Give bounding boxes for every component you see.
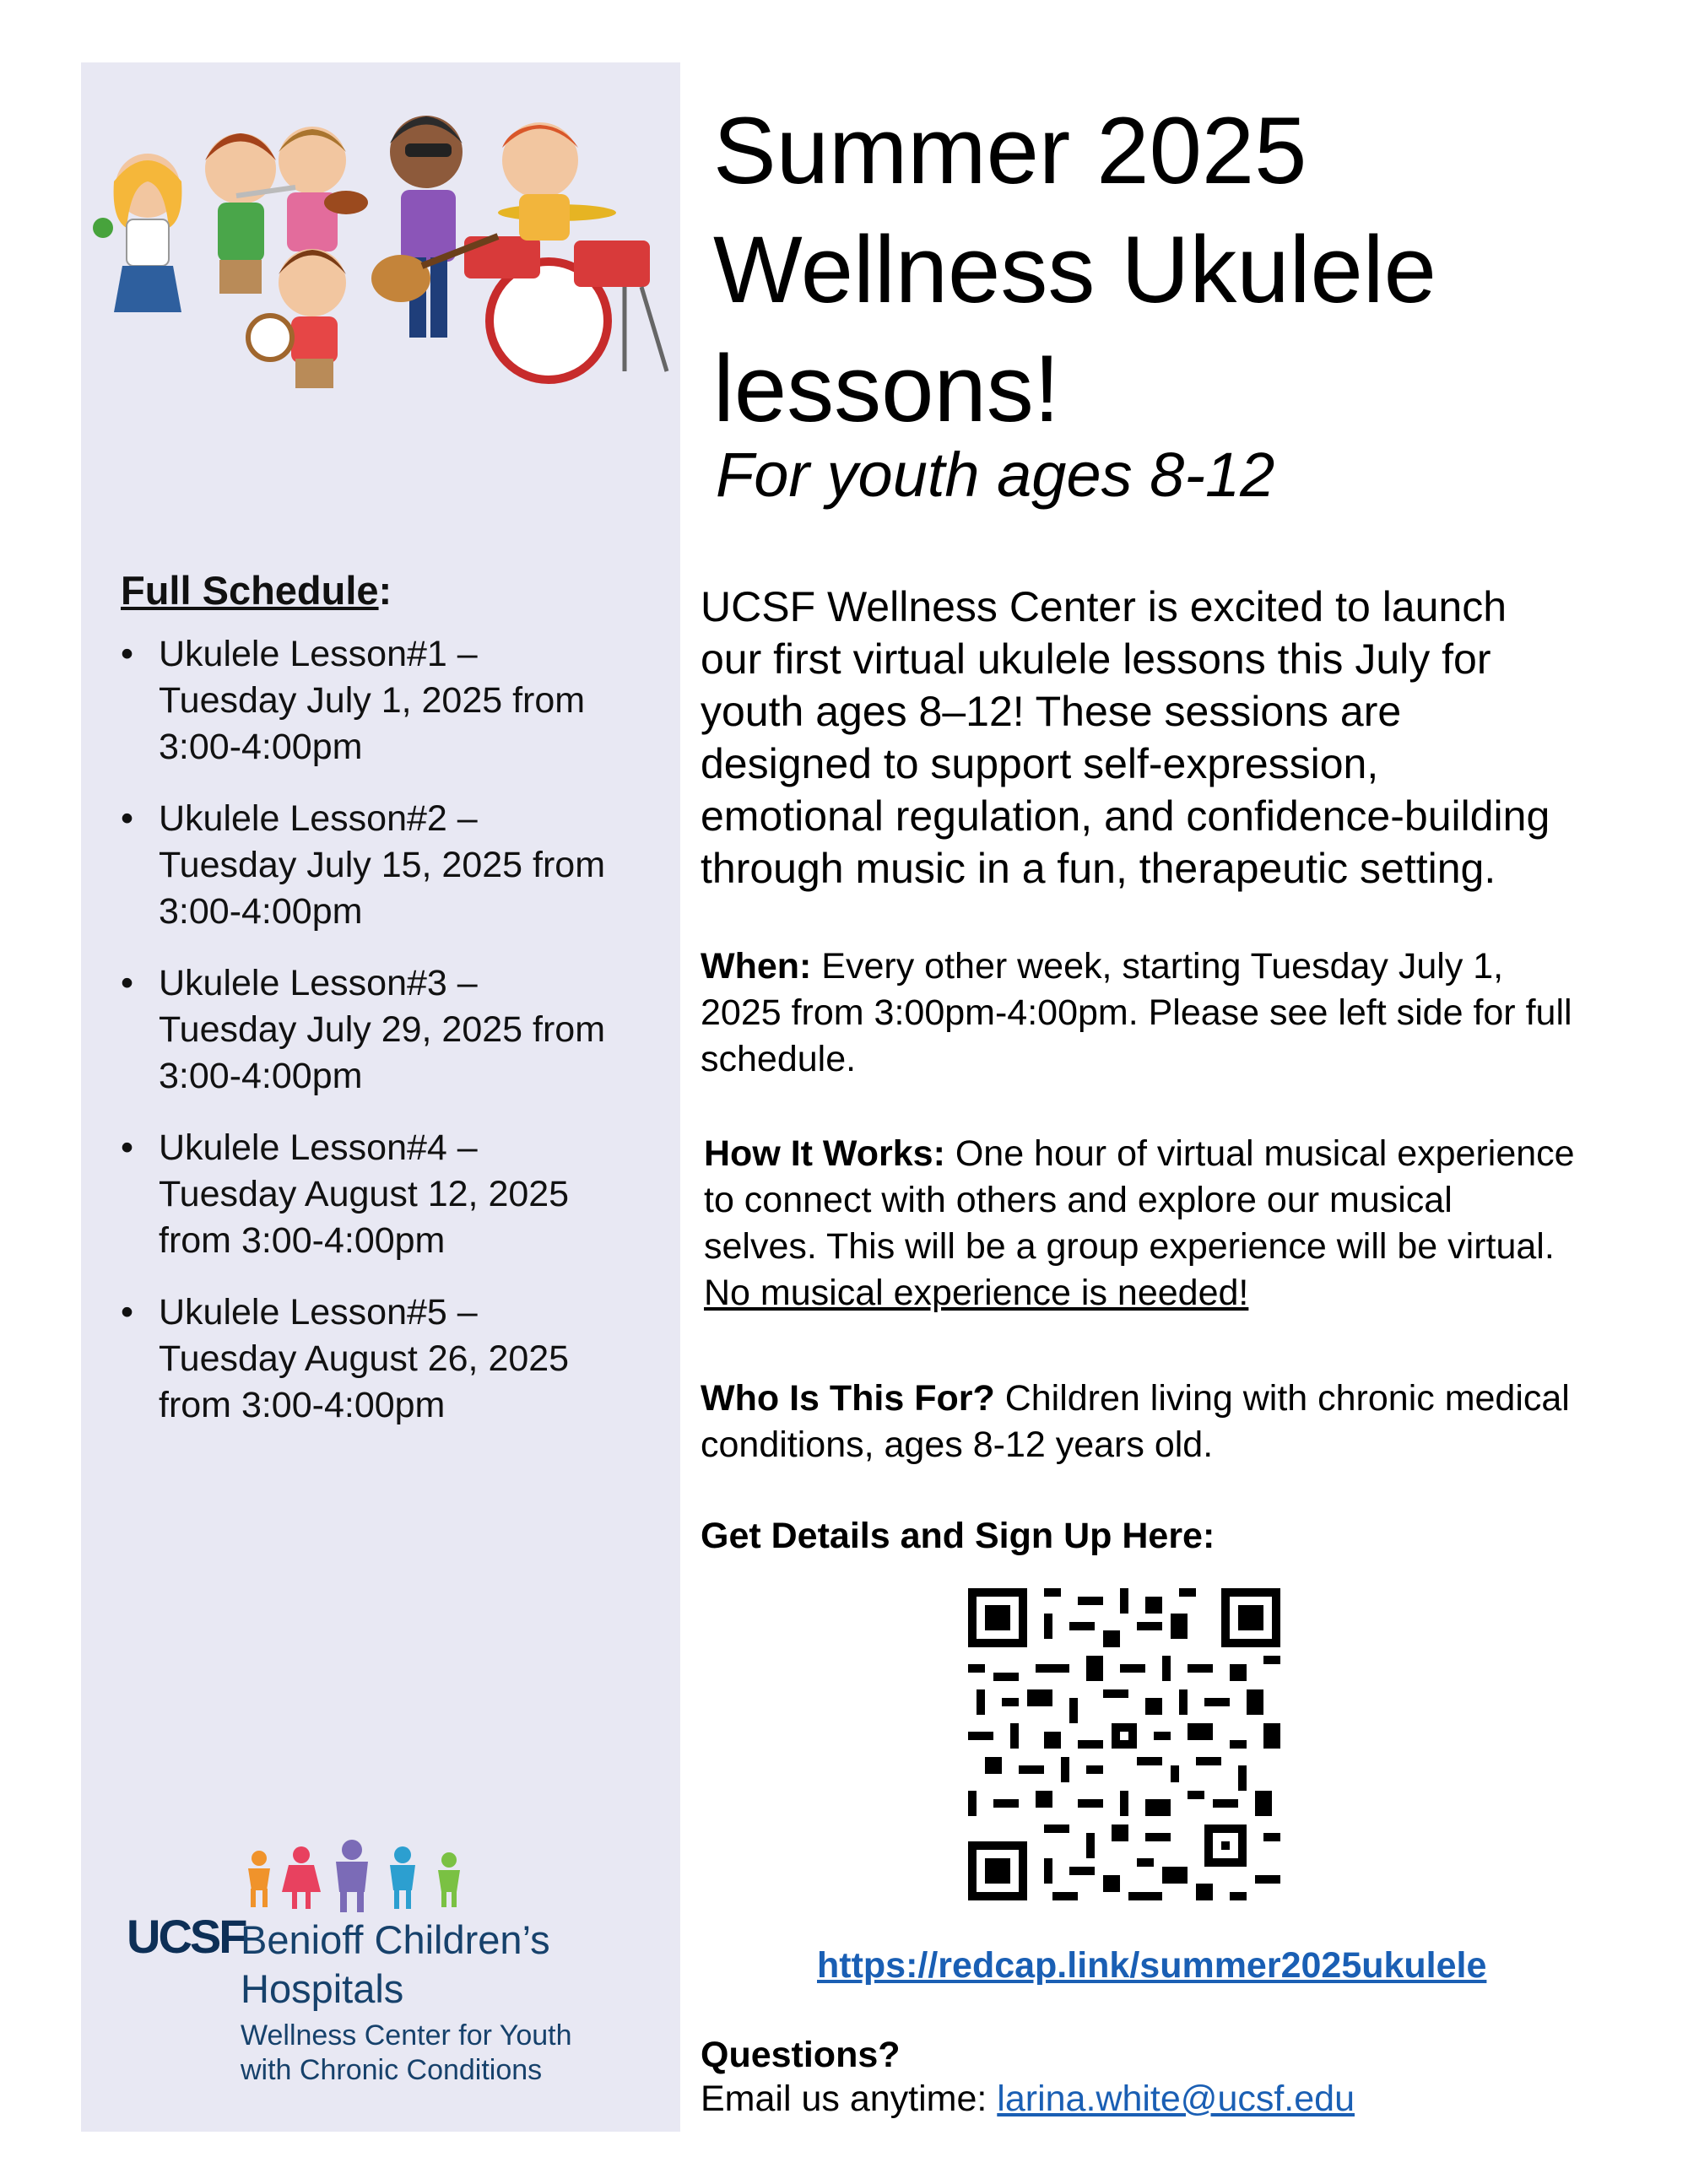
hospital-name-line2: Hospitals bbox=[241, 1966, 404, 2011]
when-text-1: Every other week, starting Tuesday July 1, bbox=[811, 946, 1504, 987]
qr-code-icon[interactable] bbox=[968, 1588, 1280, 1900]
lesson-title: Ukulele Lesson#2 – bbox=[159, 798, 478, 840]
lesson-time: from 3:00-4:00pm bbox=[159, 1220, 446, 1262]
email-link[interactable]: larina.white@ucsf.edu bbox=[997, 2079, 1355, 2119]
intro-line: youth ages 8–12! These sessions are bbox=[701, 688, 1402, 735]
signup-heading: Get Details and Sign Up Here: bbox=[701, 1516, 1215, 1556]
intro-paragraph bbox=[701, 581, 1654, 895]
title-line1: Summer 2025 bbox=[713, 98, 1307, 203]
page-title bbox=[713, 91, 1642, 448]
when-text-3: schedule. bbox=[701, 1039, 857, 1079]
lesson-title: Ukulele Lesson#3 – bbox=[159, 963, 478, 1004]
how-text-3: selves. This will be a group experience will be virtual. bbox=[704, 1226, 1555, 1267]
bullet: • bbox=[121, 1127, 134, 1169]
schedule-heading bbox=[121, 567, 661, 614]
who-label: Who Is This For? bbox=[701, 1378, 995, 1419]
how-text-4: No musical experience is needed! bbox=[704, 1273, 1249, 1313]
signup-link[interactable]: https://redcap.link/summer2025ukulele bbox=[817, 1945, 1487, 1986]
schedule-heading-text: Full Schedule bbox=[121, 568, 379, 613]
when-label: When: bbox=[701, 946, 812, 987]
email-prefix: Email us anytime: bbox=[701, 2079, 998, 2119]
contact-line bbox=[701, 2076, 1654, 2122]
center-name-line2: with Chronic Conditions bbox=[241, 2054, 543, 2086]
kids-band-illustration bbox=[84, 101, 684, 430]
schedule-heading-colon: : bbox=[378, 568, 392, 613]
list-item bbox=[121, 796, 661, 935]
lesson-title: Ukulele Lesson#4 – bbox=[159, 1127, 478, 1169]
full-schedule bbox=[121, 567, 661, 1454]
schedule-list bbox=[121, 631, 661, 1429]
list-item bbox=[121, 960, 661, 1100]
bullet: • bbox=[121, 963, 134, 1004]
hospital-name-line1: Benioff Children’s bbox=[241, 1917, 550, 1962]
lesson-date: Tuesday August 26, 2025 bbox=[159, 1338, 570, 1380]
intro-line: our first virtual ukulele lessons this July for bbox=[701, 635, 1491, 683]
hospital-name bbox=[241, 1916, 550, 2014]
bullet: • bbox=[121, 798, 134, 840]
when-text-2: 2025 from 3:00pm-4:00pm. Please see left side for full bbox=[701, 992, 1572, 1033]
lesson-date: Tuesday July 29, 2025 from bbox=[159, 1009, 606, 1051]
lesson-date: Tuesday July 1, 2025 from bbox=[159, 680, 586, 722]
bullet: • bbox=[121, 1292, 134, 1333]
who-paragraph bbox=[701, 1376, 1654, 1468]
how-it-works-paragraph bbox=[704, 1131, 1658, 1316]
list-item bbox=[121, 631, 661, 770]
ucsf-logo: UCSF bbox=[127, 1910, 246, 1963]
page-subtitle: For youth ages 8-12 bbox=[716, 440, 1275, 510]
lesson-title: Ukulele Lesson#5 – bbox=[159, 1292, 478, 1333]
who-text-2: conditions, ages 8-12 years old. bbox=[701, 1424, 1214, 1465]
intro-line: designed to support self-expression, bbox=[701, 740, 1379, 787]
lesson-title: Ukulele Lesson#1 – bbox=[159, 634, 478, 675]
who-text-1: Children living with chronic medical bbox=[994, 1378, 1570, 1419]
list-item bbox=[121, 1289, 661, 1429]
how-text-1: One hour of virtual musical experience bbox=[944, 1133, 1575, 1174]
lesson-date: Tuesday August 12, 2025 bbox=[159, 1174, 570, 1215]
bullet: • bbox=[121, 634, 134, 675]
when-paragraph bbox=[701, 943, 1654, 1083]
questions-heading: Questions? bbox=[701, 2035, 901, 2075]
lesson-time: 3:00-4:00pm bbox=[159, 891, 363, 933]
list-item bbox=[121, 1125, 661, 1264]
lesson-time: 3:00-4:00pm bbox=[159, 1056, 363, 1097]
lesson-time: 3:00-4:00pm bbox=[159, 727, 363, 768]
center-name bbox=[241, 2019, 572, 2088]
logo-paper-dolls-icon bbox=[238, 1840, 491, 1916]
title-line2: Wellness Ukulele bbox=[713, 217, 1436, 322]
lesson-date: Tuesday July 15, 2025 from bbox=[159, 845, 606, 886]
intro-line: UCSF Wellness Center is excited to launch bbox=[701, 583, 1507, 630]
how-text-2: to connect with others and explore our musical bbox=[704, 1180, 1453, 1220]
lesson-time: from 3:00-4:00pm bbox=[159, 1385, 446, 1426]
intro-line: through music in a fun, therapeutic setting. bbox=[701, 845, 1496, 892]
center-name-line1: Wellness Center for Youth bbox=[241, 2019, 572, 2052]
how-label: How It Works: bbox=[704, 1133, 945, 1174]
title-line3: lessons! bbox=[713, 336, 1060, 441]
intro-line: emotional regulation, and confidence-building bbox=[701, 792, 1550, 840]
